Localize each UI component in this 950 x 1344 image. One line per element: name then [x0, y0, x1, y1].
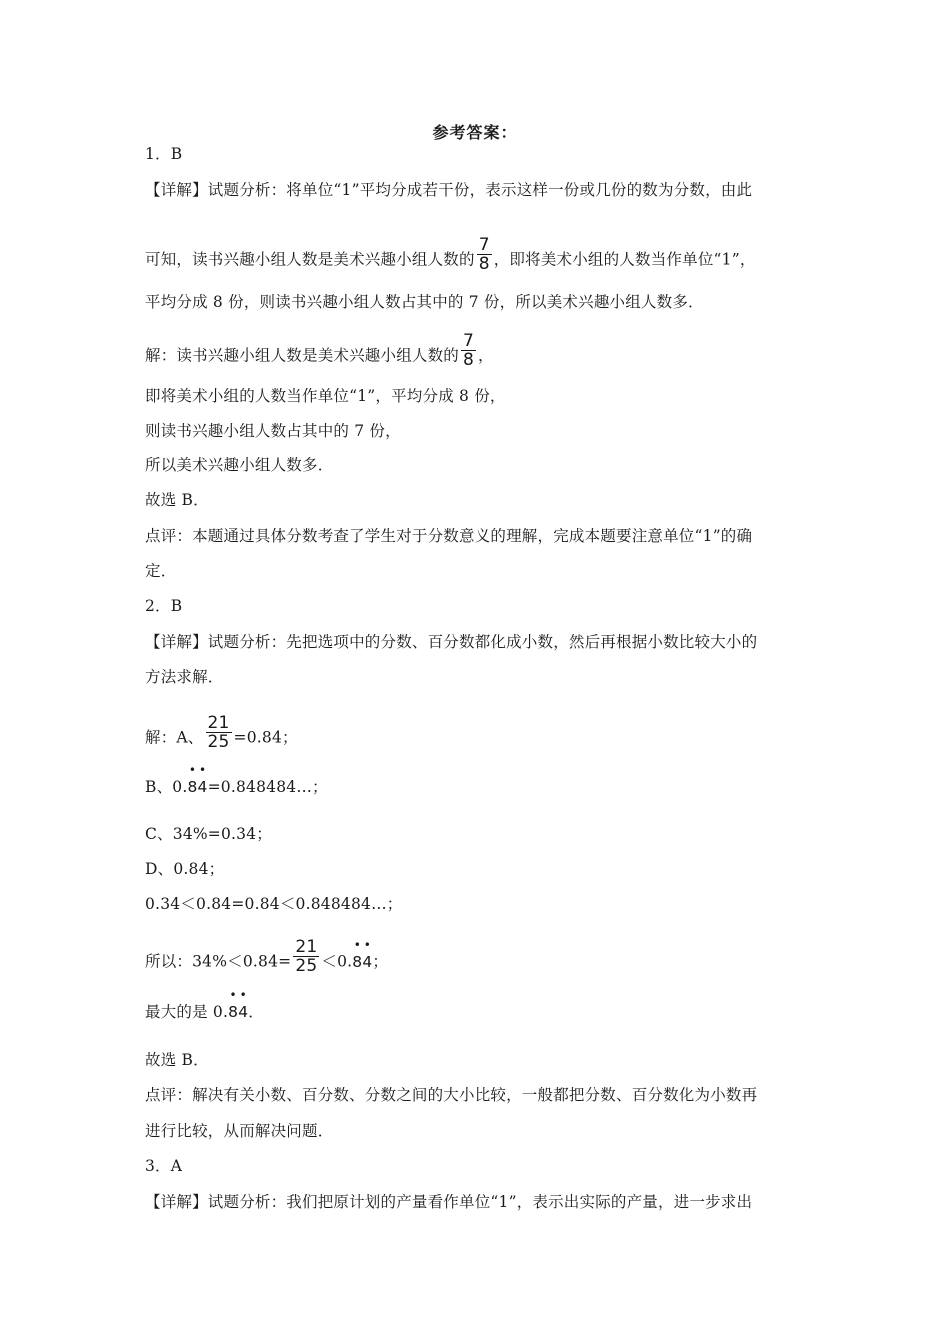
text-segment: 最大的是 0. [145, 1003, 229, 1021]
q1-comment-line: 点评：本题通过具体分数考查了学生对于分数意义的理解，完成本题要注意单位“1”的确 [145, 527, 753, 545]
text-segment: 所以：34%＜0.84= [145, 952, 292, 971]
q2-option-c: C、34%=0.34； [145, 825, 273, 843]
fraction [293, 938, 319, 975]
q1-detail-line: 平均分成 8 份，则读书兴趣小组人数占其中的 7 份，所以美术兴趣小组人数多． [145, 293, 704, 311]
q3-answer-head: 3．A [145, 1157, 183, 1175]
fraction [461, 332, 476, 369]
fraction-denominator: 8 [478, 254, 490, 274]
fraction-numerator: 7 [478, 235, 490, 255]
digit: 4 [238, 1003, 249, 1021]
fraction [206, 714, 232, 751]
text-segment: ， [478, 346, 494, 365]
fraction-denominator: 25 [207, 732, 230, 752]
text-segment: 解：A、 [145, 728, 204, 747]
q3-detail-line: 【详解】试题分析：我们把原计划的产量看作单位“1”，表示出实际的产量，进一步求出 [145, 1193, 753, 1211]
q2-option-d: D、0.84； [145, 860, 225, 878]
digit: 4 [362, 952, 373, 971]
q2-conclusion-line [145, 937, 389, 981]
repeat-dot: • [188, 763, 197, 777]
repeat-dot: • [353, 937, 361, 952]
repeating-digit [352, 937, 363, 972]
q1-comment-line: 定． [145, 562, 177, 580]
repeat-dot: • [229, 988, 237, 1002]
text-segment: ； [372, 952, 389, 971]
fraction-numerator: 7 [463, 331, 475, 351]
q2-comment-line: 点评：解决有关小数、百分数、分数之间的大小比较，一般都把分数、百分数化为小数再 [145, 1086, 758, 1104]
q1-detail-line [145, 235, 756, 279]
text-segment: ＜0. [321, 952, 353, 971]
q2-choice-line: 故选 B． [145, 1051, 209, 1069]
fraction-numerator: 21 [207, 713, 230, 733]
repeat-dot: • [198, 763, 207, 777]
q1-choice-line: 故选 B． [145, 491, 209, 509]
q1-solution-line: 即将美术小组的人数当作单位“1”，平均分成 8 份， [145, 387, 506, 405]
digit: 8 [187, 778, 198, 796]
repeating-digit [228, 988, 239, 1022]
digit: 8 [352, 952, 363, 971]
q2-option-a [145, 713, 298, 757]
fraction [477, 236, 492, 273]
repeating-digit [362, 937, 373, 972]
q2-comment-line: 进行比较，从而解决问题． [145, 1122, 334, 1140]
fraction-denominator: 8 [463, 350, 475, 370]
text-segment: 解：读书兴趣小组人数是美术兴趣小组人数的 [145, 346, 460, 365]
q2-option-b [145, 763, 328, 797]
q1-solution-line [145, 331, 494, 375]
repeat-dot: • [363, 937, 372, 952]
q1-solution-line: 则读书兴趣小组人数占其中的 7 份， [145, 422, 401, 440]
q2-compare-line: 0.34＜0.84=0.84＜0.848484…； [145, 895, 403, 913]
q2-answer-head: 2．B [145, 597, 183, 615]
text-segment: =0.848484…； [207, 778, 328, 796]
page-title: 参考答案： [432, 123, 518, 142]
text-segment: =0.84； [233, 728, 298, 747]
q1-solution-line: 所以美术兴趣小组人数多． [145, 456, 334, 474]
text-segment: ，即将美术小组的人数当作单位“1”， [493, 250, 756, 269]
q1-answer-head: 1．B [145, 145, 183, 163]
repeating-digit [187, 763, 198, 797]
text-segment: 可知，读书兴趣小组人数是美术兴趣小组人数的 [145, 250, 475, 269]
text-segment: ． [248, 1003, 264, 1021]
q2-max-line [145, 988, 264, 1022]
fraction-numerator: 21 [295, 937, 318, 957]
q2-detail-line: 【详解】试题分析：先把选项中的分数、百分数都化成小数，然后再根据小数比较大小的 [145, 633, 758, 651]
text-segment: B、0. [145, 778, 188, 796]
repeat-dot: • [239, 988, 247, 1002]
repeating-digit [238, 988, 249, 1022]
digit: 8 [228, 1003, 239, 1021]
digit: 4 [197, 778, 208, 796]
repeating-digit [197, 763, 208, 797]
fraction-denominator: 25 [295, 956, 318, 976]
q2-detail-line: 方法求解． [145, 668, 224, 686]
q1-detail-line: 【详解】试题分析：将单位“1”平均分成若干份，表示这样一份或几份的数为分数，由此 [145, 181, 753, 199]
